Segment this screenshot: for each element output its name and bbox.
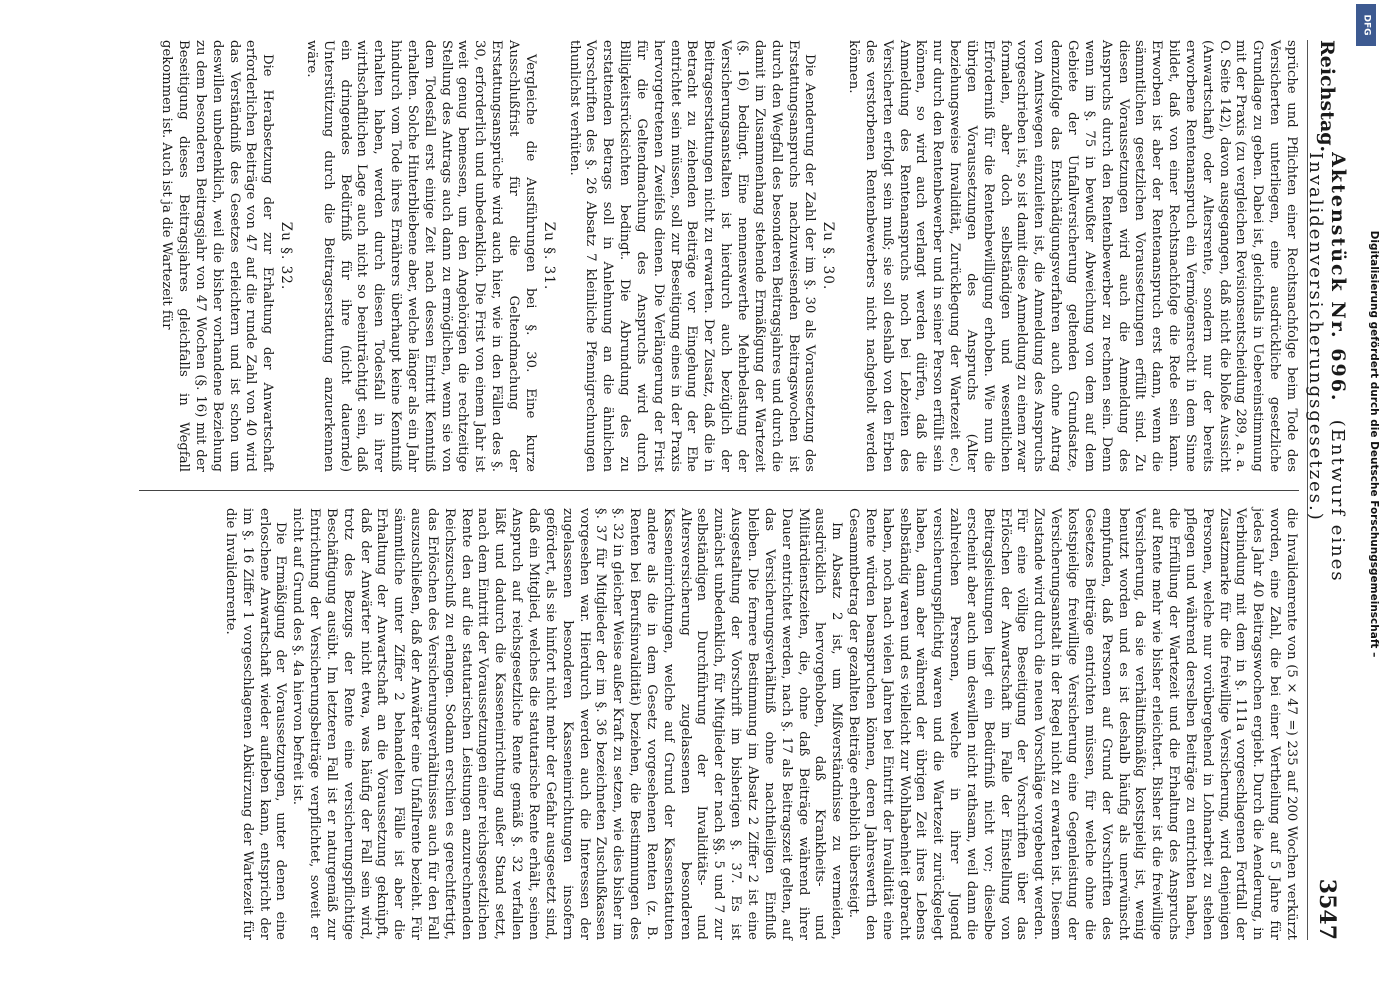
document-page	[97, 40, 1350, 940]
paragraph: Die Ermäßigung der Voraussetzungen, unter denen eine erloschene Anwartschaft wieder aufleben kann, entspricht der im §. 16 Ziffer 1 vorgeschlagenen Abkürzung der Wartezeit für die Invalidenrente.	[222, 508, 289, 940]
paragraph: Vergleiche die Ausführungen bei §. 30. Eine kurze Ausschlußfrist für die Geltendmachung der Erstattungsansprüche wird auch hier, wie in den Fällen des §. 30, erforderlich und unbedenklich. Die Frist von einem Jahr ist weit genug bemessen, um den Angehörigen die rechtzeitige Stellung des Antrags auch dann zu ermöglichen, wenn sie von dem Todesfall erst einige Zeit nach dessen Eintritt Kenntniß erhalten. Solche Hinterbliebene aber, welche länger als ein Jahr hindurch vom Tode ihres Ernährers überhaupt keine Kenntniß erhalten haben, werden durch diesen Todesfall in ihrer wirthschaftlichen Lage auch nicht so beeinträchtigt sein, daß ein dringendes Bedürfniß für ihre (nicht dauernde) Unterstützung durch die Beitragserstattung anzuerkennen wäre.	[303, 40, 538, 472]
right-column	[104, 508, 1299, 940]
paragraph: sprüche und Pflichten einer Rechtsnachfolge beim Tode des Versicherten unterliegen, eine ausdrückliche gesetzliche Grundlage zu geben. Dabei ist, gleichfalls in Uebereinstimmung mit der Praxis (zu vergleichen Revisionsentscheidung 289, a. a. O. Seite 142), davon ausgegangen, daß nicht die bloße Aussicht (Anwartschaft) oder Altersrente, sondern nur der bereits erworbene Rentenanspruch ein Vermögensrecht in dem Sinne bildet, daß von einer Rechtsnachfolge die Rede sein kann. Erworben ist aber der Rentenanspruch erst dann, wenn die sämmtlichen gesetzlichen Voraussetzungen erfüllt sind. Zu diesen Voraussetzungen wird auch die Anmeldung des Anspruchs durch den Rentenbewerber zu rechnen sein. Denn wenn im §. 75 in bewußter Abweichung von dem auf dem Gebiete der Unfallversicherung geltenden Grundsatze, demzufolge das Entschädigungsverfahren auch ohne Antrag von Amtswegen einzuleiten ist, die Anmeldung des Anspruchs vorgeschrieben ist, so ist damit diese Anmeldung zu einem zwar formalen, aber doch selbständigen und wesentlichen Erforderniß für die Rentenbewilligung erhoben. Wie nun die übrigen Voraussetzungen des Anspruchs (Alter beziehungsweise Invalidität, Zurücklegung der Wartezeit ec.) nur durch den Rentenbewerber und in seiner Person erfüllt sein können, so wird auch verlangt werden dürfen, daß die Anmeldung des Rentenanspruchs noch bei Lebzeiten des Versicherten erfolgt sein muß; sie soll deshalb von den Erben des verstorbenen Rentenbewerbers nicht nachgeholt werden können.	[846, 40, 1299, 472]
page-header	[1305, 40, 1350, 940]
digitization-note: Digitalisierung gefördert durch die Deutsche Forschungsgemeinschaft –	[1368, 230, 1380, 658]
dfg-logo: DFG	[1356, 4, 1376, 46]
header-center: Aktenstück Nr. 696. (Entwurf eines Invalidenversicherungsgesetzes.)	[1305, 152, 1350, 583]
section-heading: Zu §. 31.	[540, 221, 557, 291]
section-heading: Zu §. 30.	[820, 221, 837, 291]
header-subtitle: (Entwurf eines Invalidenversicherungsgesetzes.)	[1305, 152, 1349, 583]
paragraph: Die Aenderung der Zahl der im §. 30 als Voraussetzung des Erstattungsanspruchs nachzuweisenden Beitragswochen ist durch den Wegfall des besonderen Beitragsjahres und durch die damit im Zusammenhang stehende Ermäßigung der Wartezeit (§. 16) bedingt. Eine nennenswerthe Mehrbelastung der Versicherungsanstalten ist hierdurch auch bezüglich der Beitragserstattungen nicht zu erwarten. Der Zusatz, daß die in Betracht zu ziehenden Beiträge vor Eingehung der Ehe entrichtet sein müssen, soll zur Beseitigung eines in der Praxis hervorgetretenen Zweifels dienen. Die Verlängerung der Frist für die Geltendmachung des Anspruchs wird durch Billigkeitsrücksichten bedingt. Die Abrundung des zu erstattenden Betrags soll in Anlehnung an die ähnlichen Vorschriften des §. 26 Absatz 7 kleinliche Pfennigrechnungen thunlichst verhüten.	[566, 40, 818, 472]
paragraph: Die Herabsetzung der zur Erhaltung der Anwartschaft erforderlichen Beiträge von 47 auf die runde Zahl von 40 wird das Verständniß des Gesetzes erleichtern und ist schon um deswillen unbedenklich, weil die bisher vorhandene Beziehung zu dem besonderen Beitragsjahr von 47 Wochen (§. 16) mit der Beseitigung dieses Beitragsjahres gleichfalls in Wegfall gekommen ist. Auch ist ja die Wartezeit für	[159, 40, 276, 472]
column-divider	[139, 490, 1299, 491]
left-column	[104, 40, 1299, 472]
digitization-sidebar	[1356, 4, 1380, 996]
section-heading: Zu §. 32.	[278, 221, 295, 291]
paragraph: die Invalidenrente von (5 × 47 =) 235 auf 200 Wochen verkürzt worden, eine Zahl, die bei einer Vertheilung auf 5 Jahre für jedes Jahr 40 Beitragswochen ergiebt. Durch die Aenderung, in Verbindung mit dem in §. 111a vorgeschlagenen Fortfall der Zusatzmarke für die freiwillige Versicherung, wird denjenigen Personen, welche nur vorübergehend in Lohnarbeit zu stehen pflegen und während derselben Beiträge zu entrichten haben, die Erfüllung der Wartezeit und die Erhaltung des Anspruchs auf Rente mehr wie bisher erleichtert. Bisher ist die freiwillige Versicherung, da sie verhältnißmäßig kostspielig ist, wenig benutzt worden und es ist deshalb häufig als unerwünscht empfunden, daß Personen auf Grund der Vorschriften des Gesetzes Beiträge entrichten müssen, für welche ohne die kostspielige freiwillige Versicherung eine Gegenleistung der Versicherungsanstalt in der Regel nicht zu erwarten ist. Diesem Zustande wird durch die neuen Vorschläge vorgebeugt werden. Für eine völlige Beseitigung der Vorschriften über das Erlöschen der Anwartschaft im Falle der Einstellung von Beitragsleistungen liegt ein Bedürfniß nicht vor; dieselbe erscheint aber auch um deswillen nicht rathsam, weil dann die zahlreichen Personen, welche in ihrer Jugend versicherungspflichtig waren und die Wartezeit zurückgelegt haben, dann aber während der übrigen Zeit ihres Lebens selbständig waren und es vielleicht zur Wohlhabenheit gebracht haben, noch nach vielen Jahren bei Eintritt der Invalidität eine Rente würden beanspruchen können, deren Jahreswerth den Gesammtbetrag der gezahlten Beiträge erheblich übersteigt.	[846, 508, 1299, 940]
paragraph: Im Absatz 2 ist, um Mißverständnisse zu vermeiden, ausdrücklich hervorgehoben, daß Krankheits- und Militärdienstzeiten, die, ohne daß Beiträge während ihrer Dauer entrichtet werden, nach §. 17 als Beitragszeit gelten, auf das Versicherungsverhältniß ohne nachtheiligen Einfluß bleiben. Die fernere Bestimmung im Absatz 2 Ziffer 2 ist eine Ausgestaltung der Vorschrift im bisherigen §. 37. Es ist zunächst unbedenklich, für Mitglieder der nach §§. 5 und 7 zur selbständigen Durchführung der Invaliditäts- und Altersversicherung zugelassenen besonderen Kasseneinrichtungen, welche auf Grund der Kassenstatuten andere als die in dem Gesetz vorgesehenen Renten (z. B. Renten bei Berufsinvalidität) beziehen, die Bestimmungen des §. 32 in gleicher Weise außer Kraft zu setzen, wie dies bisher im §. 37 für Mitglieder der im §. 36 bezeichneten Zuschußkassen vorgesehen war. Hierdurch werden auch die Interessen der zugelassenen besonderen Kasseneinrichtungen insofern gefördert, als sie hinfort nicht mehr der Gefahr ausgesetzt sind, daß ein Mitglied, welches die statutarische Rente erhält, seinen Anspruch auf reichsgesetzliche Rente gemäß §. 32 verfallen läßt und dadurch die Kasseneinrichtung außer Stand setzt, nach dem Eintritt der Voraussetzungen einer reichsgesetzlichen Rente den auf die statutarischen Leistungen anzurechnenden Reichszuschuß zu erlangen. Sodann erschien es gerechtfertigt, das Erlöschen des Versicherungsverhältnisses auch für den Fall auszuschließen, daß der Anwärter eine Unfallrente bezieht. Für sämmtliche unter Ziffer 2 behandelten Fälle ist aber die Erhaltung der Anwartschaft an die Voraussetzung geknüpft, daß der Anwärter nicht etwa, was häufig der Fall sein wird, trotz des Bezugs der Rente eine versicherungspflichtige Beschäftigung ausübt. Im letzteren Fall ist er naturgemäß zur Entrichtung der Versicherungsbeiträge verpflichtet, soweit er nicht auf Grund des §. 4a hiervon befreit ist.	[290, 508, 845, 940]
header-left: Reichstag.	[1316, 40, 1339, 153]
page-number: 3547	[1314, 878, 1341, 940]
